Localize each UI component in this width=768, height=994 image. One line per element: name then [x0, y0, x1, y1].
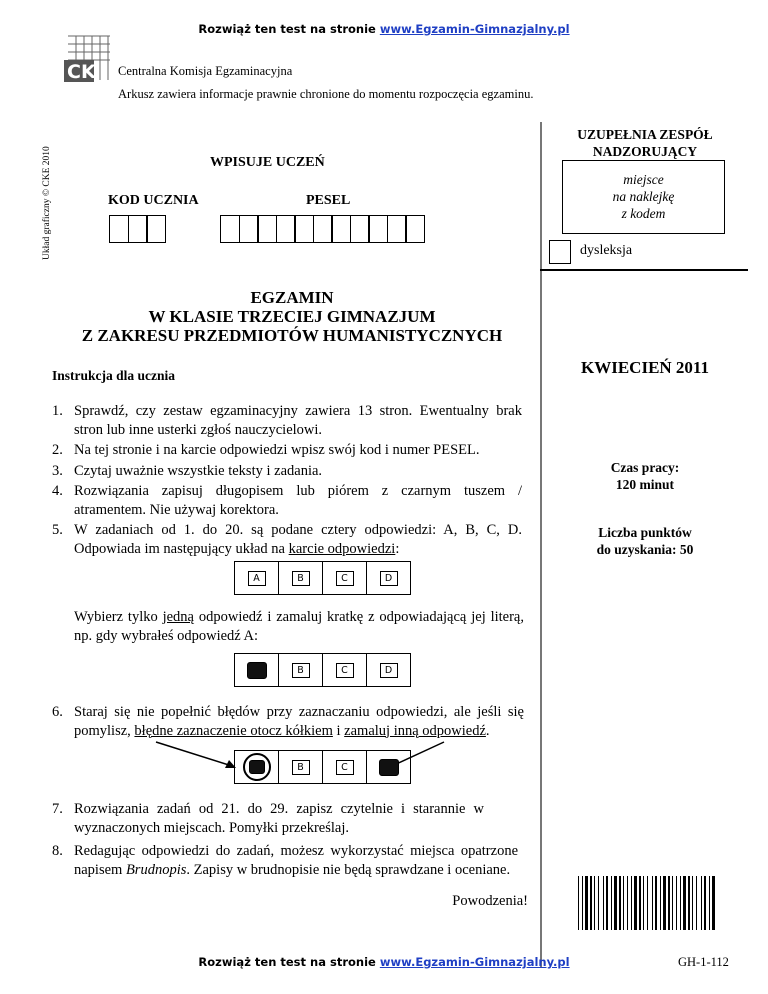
answer-box-c: C — [336, 571, 354, 586]
barcode-bar — [672, 876, 673, 930]
sticker-line2: na naklejkę — [612, 189, 675, 204]
banner-text: Rozwiąż ten test na stronie — [198, 955, 380, 969]
barcode-bar — [692, 876, 693, 930]
vertical-divider — [540, 122, 542, 967]
answer-box-a: A — [248, 571, 266, 586]
barcode-bar — [619, 876, 621, 930]
logo-text: CK — [67, 61, 96, 83]
answer-grid-example — [234, 561, 411, 595]
exam-date: KWIECIEŃ 2011 — [581, 358, 709, 377]
pesel-box[interactable] — [294, 215, 314, 243]
pesel-box[interactable] — [257, 215, 277, 243]
barcode-bar — [590, 876, 592, 930]
answer-box-b: B — [292, 663, 310, 678]
barcode-bar — [655, 876, 657, 930]
barcode-bar — [578, 876, 579, 930]
answer-grid-filled-example — [234, 653, 411, 687]
exam-title-line1: EGZAMIN — [250, 288, 334, 307]
choose-instruction: Wybierz tylko jedną odpowiedź i zamaluj kratkę z odpowiadającą jej literą, np. gdy wybrałeś odpowiedź A: — [74, 609, 524, 644]
pesel-box[interactable] — [220, 215, 240, 243]
pesel-box[interactable] — [276, 215, 296, 243]
barcode-bar — [643, 876, 644, 930]
exam-title-line2: W KLASIE TRZECIEJ GIMNAZJUM — [148, 307, 436, 326]
banner-link[interactable]: www.Egzamin-Gimnazjalny.pl — [379, 955, 570, 969]
list-item: 1. Sprawdź, czy zestaw egzaminacyjny zawiera 13 stron. Ewentualny brak stron lub inne usterki zgłoś nauczycielowi. — [52, 403, 522, 438]
banner-text: Rozwiąż ten test na stronie — [198, 22, 380, 36]
answer-box-d: D — [380, 663, 398, 678]
time-info — [545, 459, 745, 493]
document-code: GH-1-112 — [678, 955, 729, 969]
barcode-bar — [652, 876, 653, 930]
pesel-boxes[interactable] — [220, 215, 424, 243]
student-section-title: WPISUJE UCZEŃ — [210, 155, 325, 170]
barcode-bar — [634, 876, 637, 930]
pesel-box[interactable] — [239, 215, 259, 243]
barcode-bar — [594, 876, 595, 930]
barcode-bar — [712, 876, 715, 930]
exam-title — [52, 288, 532, 345]
sticker-placeholder — [562, 160, 725, 234]
code-box[interactable] — [128, 215, 148, 243]
barcode-bar — [627, 876, 628, 930]
time-value: 120 minut — [615, 477, 675, 492]
points-info — [545, 524, 745, 558]
barcode-bar — [663, 876, 666, 930]
barcode-bar — [639, 876, 641, 930]
barcode-bar — [696, 876, 697, 930]
barcode-bar — [683, 876, 686, 930]
team-title-line2: NADZORUJĄCY — [592, 144, 698, 159]
list-item: 4. Rozwiązania zapisuj długopisem lub piórem z czarnym tuszem / atramentem. Nie używaj korektora. — [52, 483, 522, 518]
filled-answer-a — [247, 662, 267, 679]
code-box[interactable] — [146, 215, 166, 243]
sticker-line1: miejsce — [623, 172, 664, 187]
answer-box-c: C — [336, 663, 354, 678]
barcode-bar — [611, 876, 612, 930]
dyslexia-label: dysleksja — [580, 243, 633, 258]
answer-grid-correction-example — [234, 750, 411, 784]
student-code-boxes[interactable] — [109, 215, 165, 243]
barcode-bar — [647, 876, 648, 930]
filled-answer-d — [379, 759, 399, 776]
barcode-graphic — [578, 876, 718, 930]
student-code-label: KOD UCZNIA — [108, 193, 199, 208]
barcode-bar — [668, 876, 670, 930]
answer-box-d: D — [380, 571, 398, 586]
barcode — [578, 876, 718, 930]
exam-title-line3: Z ZAKRESU PRZEDMIOTÓW HUMANISTYCZNYCH — [81, 326, 503, 345]
answer-box-c: C — [336, 760, 354, 775]
institution-name: Centralna Komisja Egzaminacyjna — [118, 64, 293, 78]
answer-box-b: B — [292, 760, 310, 775]
list-item: 6. Staraj się nie popełnić błędów przy zaznaczaniu odpowiedzi, ale jeśli się pomylisz, błędne zaznaczenie otocz kółkiem i zamaluj inną odpowiedź. — [52, 704, 524, 739]
cke-logo — [62, 32, 114, 84]
list-item: 7. Rozwiązania zadań od 21. do 29. zapisz czytelnie i starannie w wyznaczonych miejscach. Pomyłki przekreślaj. — [52, 801, 484, 836]
barcode-bar — [582, 876, 583, 930]
dyslexia-checkbox[interactable] — [549, 240, 571, 264]
barcode-bar — [623, 876, 624, 930]
copyright-side-note: Układ graficzny © CKE 2010 — [42, 146, 52, 260]
points-label: Liczba punktów — [598, 525, 692, 540]
barcode-bar — [614, 876, 617, 930]
pesel-box[interactable] — [405, 215, 425, 243]
list-item: 3. Czytaj uważnie wszystkie teksty i zadania. — [52, 462, 323, 479]
pesel-box[interactable] — [313, 215, 333, 243]
barcode-bar — [603, 876, 604, 930]
barcode-bar — [680, 876, 681, 930]
barcode-bar — [606, 876, 608, 930]
horizontal-divider — [540, 269, 748, 271]
barcode-bar — [701, 876, 702, 930]
circled-answer-a — [243, 753, 271, 781]
barcode-bar — [688, 876, 690, 930]
barcode-bar — [709, 876, 710, 930]
instructions-list — [52, 402, 522, 560]
pesel-box[interactable] — [387, 215, 407, 243]
banner-link[interactable]: www.Egzamin-Gimnazjalny.pl — [379, 22, 570, 36]
pesel-label: PESEL — [306, 193, 351, 208]
instructions-heading: Instrukcja dla ucznia — [52, 368, 176, 383]
sticker-line3: z kodem — [621, 206, 666, 221]
barcode-bar — [676, 876, 677, 930]
list-item: 5. W zadaniach od 1. do 20. są podane cztery odpowiedzi: A, B, C, D. Odpowiada im następujący układ na karcie odpowiedzi: — [52, 522, 522, 557]
pesel-box[interactable] — [350, 215, 370, 243]
barcode-bar — [598, 876, 599, 930]
points-value: do uzyskania: 50 — [596, 542, 694, 557]
pesel-box[interactable] — [368, 215, 388, 243]
list-item: 8. Redagując odpowiedzi do zadań, możesz wykorzystać miejsca opatrzone napisem Brudnopis. Zapisy w brudnopisie nie będą sprawdzane i oceniane. — [52, 843, 518, 878]
barcode-bar — [631, 876, 632, 930]
pesel-box[interactable] — [331, 215, 351, 243]
code-box[interactable] — [109, 215, 129, 243]
barcode-bar — [704, 876, 706, 930]
list-item: 2. Na tej stronie i na karcie odpowiedzi wpisz swój kod i numer PESEL. — [52, 442, 480, 458]
answer-box-b: B — [292, 571, 310, 586]
confidential-notice: Arkusz zawiera informacje prawnie chronione do momentu rozpoczęcia egzaminu. — [118, 87, 534, 101]
barcode-bar — [585, 876, 588, 930]
barcode-bar — [660, 876, 661, 930]
time-label: Czas pracy: — [610, 460, 680, 475]
top-banner — [0, 22, 768, 36]
team-title-line1: UZUPEŁNIA ZESPÓŁ — [577, 127, 713, 142]
bottom-banner — [0, 955, 768, 969]
team-section-title — [545, 126, 745, 160]
good-luck-text: Powodzenia! — [452, 893, 528, 909]
